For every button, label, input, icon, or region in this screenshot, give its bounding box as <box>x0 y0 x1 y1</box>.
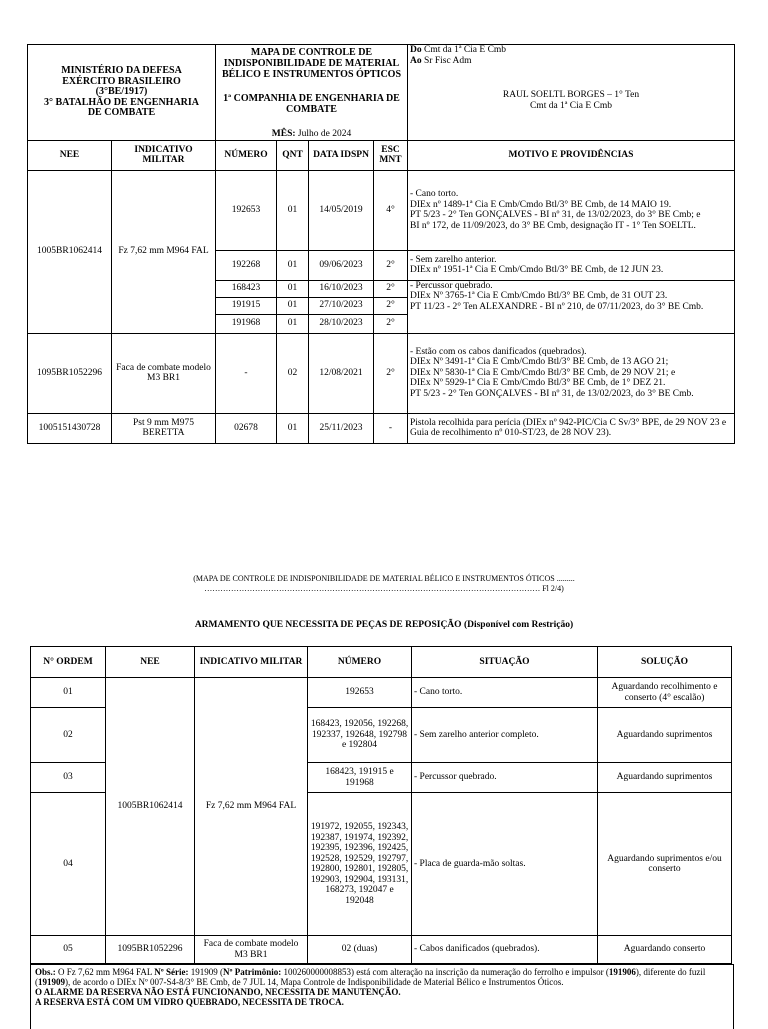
indicativo-cell: Faca de combate modelo M3 BR1 <box>112 333 216 413</box>
table-row <box>28 413 735 443</box>
motivo-line: - Cano torto. <box>410 189 459 199</box>
obs-text-1: está com alteração na inscrição da numeração do ferrolho e impulsor <box>356 967 604 977</box>
nee-cell: 1005151430728 <box>28 413 112 443</box>
org-line: 3° BATALHÃO DE ENGENHARIA <box>43 96 200 108</box>
signer-name: RAUL SOELTL BORGES – 1° Ten <box>502 90 640 100</box>
motivo-cell: Pistola recolhida para perícia (DIEx nº 942-PIC/Cia C Sv/3° BPE, de 29 NOV 23 e Guia de recolhimento nº 010-ST/23, de 28 NOV 23). <box>408 413 735 443</box>
esc-cell: 2° <box>374 333 408 413</box>
solucao-cell: Aguardando suprimentos e/ou conserto <box>598 793 732 936</box>
solucao-cell: Aguardando conserto <box>598 936 732 964</box>
section-title-suffix: (Disponível com Restrição) <box>463 620 574 630</box>
numero-cell: 02678 <box>216 413 277 443</box>
motivo-line: BI nº 172, de 11/09/2023, do 3° BE Cmb, designação IT - 1° Ten SOELTL. <box>410 220 696 231</box>
obs-text-3: ), de acordo o DIEx Nº 007-S4-8/3° BE Cmb, de 7 JUL 14, Mapa Controle de Indisponibilidade de Material Bélico e Instrumentos Óticos. <box>65 977 564 987</box>
company-name: 1ª COMPANHIA DE ENGENHARIA DE COMBATE <box>223 93 400 115</box>
obs-ferrolho: 191906 <box>608 967 636 977</box>
col-header-qnt: QNT <box>277 140 309 170</box>
nee-cell: 1095BR1052296 <box>106 936 195 964</box>
motivo-line: PT 5/23 - 2° Ten GONÇALVES - BI nº 31, de 13/02/2023, do 3° BE Cmb; e <box>410 210 701 220</box>
data-cell: 09/06/2023 <box>309 250 374 280</box>
nee-cell: 1005BR1062414 <box>106 678 195 936</box>
month-value: Julho de 2024 <box>297 129 352 139</box>
solucao-cell: Aguardando suprimentos <box>598 708 732 763</box>
indicativo-cell: Pst 9 mm M975 BERETTA <box>112 413 216 443</box>
motivo-cell <box>408 280 735 333</box>
col-header-solucao: SOLUÇÃO <box>598 647 732 678</box>
ao-label: Ao <box>410 55 422 66</box>
motivo-cell <box>408 170 735 250</box>
table-row <box>31 678 732 708</box>
do-line <box>410 45 732 56</box>
do-value: Cmt da 1ª Cia E Cmb <box>424 45 507 55</box>
obs-patr: 100260000008853 <box>283 967 351 977</box>
numero-cell: 192653 <box>308 678 412 708</box>
ordem-cell: 01 <box>31 678 106 708</box>
ordem-cell: 03 <box>31 763 106 793</box>
table-row <box>31 936 732 964</box>
col-header-situacao: SITUAÇÃO <box>412 647 598 678</box>
numero-cell: 168423 <box>216 280 277 297</box>
ordem-cell: 02 <box>31 708 106 763</box>
numero-cell: 168423, 191915 e 191968 <box>308 763 412 793</box>
obs-paragraph: Obs.: O Fz 7,62 mm M964 FAL Nº Série: 191909 (Nº Patrimônio: 100260000008853) está com alteração na inscrição da numeração do ferrolho e impulsor (191906), diferente do fuzil (191909), de acordo o DIEx Nº 007-S4-8/3° BE Cmb, de 7 JUL 14, Mapa Controle de Indisponibilidade de Material Bélico e Instrumentos Óticos. <box>35 967 706 987</box>
motivo-line: DIEx Nº 3491-1ª Cia E Cmb/Cmdo Btl/3° BE Cmb, de 13 AGO 21; <box>410 357 669 368</box>
obs-text-2: , diferente do fuzil ( <box>35 967 706 987</box>
obs-label: Obs.: <box>35 967 56 977</box>
col-header-indicativo: INDICATIVO MILITAR <box>112 140 216 170</box>
numero-cell: 191915 <box>216 297 277 314</box>
numero-cell: 191968 <box>216 314 277 333</box>
indicativo-cell: Faca de combate modelo M3 BR1 <box>195 936 308 964</box>
numero-cell: 192268 <box>216 250 277 280</box>
data-cell: 14/05/2019 <box>309 170 374 250</box>
signer-role: Cmt da 1ª Cia E Cmb <box>529 100 613 111</box>
motivo-line: DIEx nº 1489-1ª Cia E Cmb/Cmdo Btl/3° BE Cmb, de 14 MAIO 19. <box>410 199 672 210</box>
motivo-line: PT 11/23 - 2° Ten ALEXANDRE - BI nº 210, de 07/11/2023, do 3° BE Cmb. <box>410 301 704 312</box>
map-title-cell <box>216 45 408 141</box>
qnt-cell: 01 <box>277 297 309 314</box>
indicativo-cell: Fz 7,62 mm M964 FAL <box>112 170 216 333</box>
motivo-line: DIEx Nº 3765-1ª Cia E Cmb/Cmdo Btl/3° BE Cmb, de 31 OUT 23. <box>410 291 668 301</box>
solucao-cell: Aguardando recolhimento e conserto (4° escalão) <box>598 678 732 708</box>
situacao-cell: - Cabos danificados (quebrados). <box>412 936 598 964</box>
ordem-cell: 05 <box>31 936 106 964</box>
page-note-line-1: (MAPA DE CONTROLE DE INDISPONIBILIDADE DE MATERIAL BÉLICO E INSTRUMENTOS ÓTICOS ......... <box>193 574 575 583</box>
numero-cell: 02 (duas) <box>308 936 412 964</box>
solucao-cell: Aguardando suprimentos <box>598 763 732 793</box>
indicativo-cell: Fz 7,62 mm M964 FAL <box>195 678 308 936</box>
qnt-cell: 01 <box>277 170 309 250</box>
qnt-cell: 01 <box>277 280 309 297</box>
numero-cell: 168423, 192056, 192268, 192337, 192648, 192798 e 192804 <box>308 708 412 763</box>
col-header-data: DATA IDSPN <box>309 140 374 170</box>
data-cell: 27/10/2023 <box>309 297 374 314</box>
ao-value: Sr Fisc Adm <box>424 55 472 66</box>
month-line <box>218 129 405 140</box>
col-header-nee: NEE <box>106 647 195 678</box>
motivo-line: DIEx nº 1951-1ª Cia E Cmb/Cmdo Btl/3° BE Cmb, de 12 JUN 23. <box>410 265 664 275</box>
month-label: MÊS: <box>271 129 296 139</box>
obs-glass-note: A RESERVA ESTÁ COM UM VIDRO QUEBRADO, NECESSITA DE TROCA. <box>35 997 344 1007</box>
esc-cell: 2° <box>374 280 408 297</box>
numero-cell: 191972, 192055, 192343, 192387, 191974, 192392, 192395, 192396, 192425, 192528, 192529, 192797, 192800, 192801, 192805, 192903, 192904, 193131, 168273, 192047 e 192048 <box>308 793 412 936</box>
motivo-line: PT 5/23 - 2° Ten GONÇALVES - BI nº 31, de 13/02/2023, do 3° BE Cmb. <box>410 388 694 399</box>
section-title-main: ARMAMENTO QUE NECESSITA DE PEÇAS DE REPOSIÇÃO <box>194 620 462 630</box>
org-line: DE COMBATE <box>87 107 156 118</box>
obs-item: O Fz 7,62 mm M964 FAL <box>58 967 153 977</box>
qnt-cell: 01 <box>277 413 309 443</box>
motivo-line: - Percussor quebrado. <box>410 280 493 291</box>
col-header-motivo: MOTIVO E PROVIDÊNCIAS <box>408 140 735 170</box>
reposicao-table <box>30 646 732 964</box>
situacao-cell: - Cano torto. <box>412 678 598 708</box>
motivo-cell <box>408 333 735 413</box>
col-header-nee: NEE <box>28 140 112 170</box>
section-title <box>0 620 768 630</box>
motivo-line: - Sem zarelho anterior. <box>410 254 497 265</box>
org-line: EXÉRCITO BRASILEIRO <box>62 75 181 87</box>
nee-cell: 1005BR1062414 <box>28 170 112 333</box>
page-note-line-2: ……………………………………………………………………………………………………………… Fl 2/4) <box>204 584 564 593</box>
org-header <box>28 45 216 141</box>
col-header-indicativo: INDICATIVO MILITAR <box>195 647 308 678</box>
ordem-cell: 04 <box>31 793 106 936</box>
motivo-line: DIEx Nº 5830-1ª Cia E Cmb/Cmdo Btl/3° BE Cmb, de 29 NOV 21; e <box>410 367 676 378</box>
motivo-line: DIEx Nº 5929-1ª Cia E Cmb/Cmdo Btl/3° BE Cmb, de 1° DEZ 21. <box>410 378 666 389</box>
observations <box>30 964 734 1029</box>
do-label: Do <box>410 45 422 55</box>
esc-cell: - <box>374 413 408 443</box>
situacao-cell: - Placa de guarda-mão soltas. <box>412 793 598 936</box>
col-header-esc: ESC MNT <box>374 140 408 170</box>
esc-cell: 2° <box>374 314 408 333</box>
data-cell: 28/10/2023 <box>309 314 374 333</box>
obs-patr-label: Nº Patrimônio: <box>223 967 282 977</box>
indisponibilidade-table <box>27 44 735 444</box>
qnt-cell: 01 <box>277 314 309 333</box>
table-row <box>28 333 735 413</box>
ao-line <box>410 56 732 67</box>
org-line: MINISTÉRIO DA DEFESA <box>61 65 182 76</box>
map-title: MAPA DE CONTROLE DE INDISPONIBILIDADE DE MATERIAL BÉLICO E INSTRUMENTOS ÓPTICOS <box>221 47 402 80</box>
numero-cell: 192653 <box>216 170 277 250</box>
table-row <box>28 170 735 250</box>
esc-cell: 4° <box>374 170 408 250</box>
qnt-cell: 01 <box>277 250 309 280</box>
esc-cell: 2° <box>374 250 408 280</box>
obs-serie: 191909 <box>190 967 218 977</box>
qnt-cell: 02 <box>277 333 309 413</box>
obs-fuzil: 191909 <box>38 977 65 987</box>
org-line: (3°BE/1917) <box>95 86 148 97</box>
situacao-cell: - Percussor quebrado. <box>412 763 598 793</box>
motivo-line: - Estão com os cabos danificados (quebrados). <box>410 346 587 357</box>
obs-serie-label: Nº Série: <box>154 967 189 977</box>
col-header-numero: NÚMERO <box>216 140 277 170</box>
data-cell: 25/11/2023 <box>309 413 374 443</box>
numero-cell: - <box>216 333 277 413</box>
nee-cell: 1095BR1052296 <box>28 333 112 413</box>
data-cell: 12/08/2021 <box>309 333 374 413</box>
esc-cell: 2° <box>374 297 408 314</box>
col-header-numero: NÚMERO <box>308 647 412 678</box>
routing-cell <box>408 45 735 141</box>
data-cell: 16/10/2023 <box>309 280 374 297</box>
motivo-cell <box>408 250 735 280</box>
obs-alarm-note: O ALARME DA RESERVA NÃO ESTÁ FUNCIONANDO, NECESSITA DE MANUTENÇÃO. <box>35 987 401 997</box>
col-header-ordem: N° ORDEM <box>31 647 106 678</box>
situacao-cell: - Sem zarelho anterior completo. <box>412 708 598 763</box>
